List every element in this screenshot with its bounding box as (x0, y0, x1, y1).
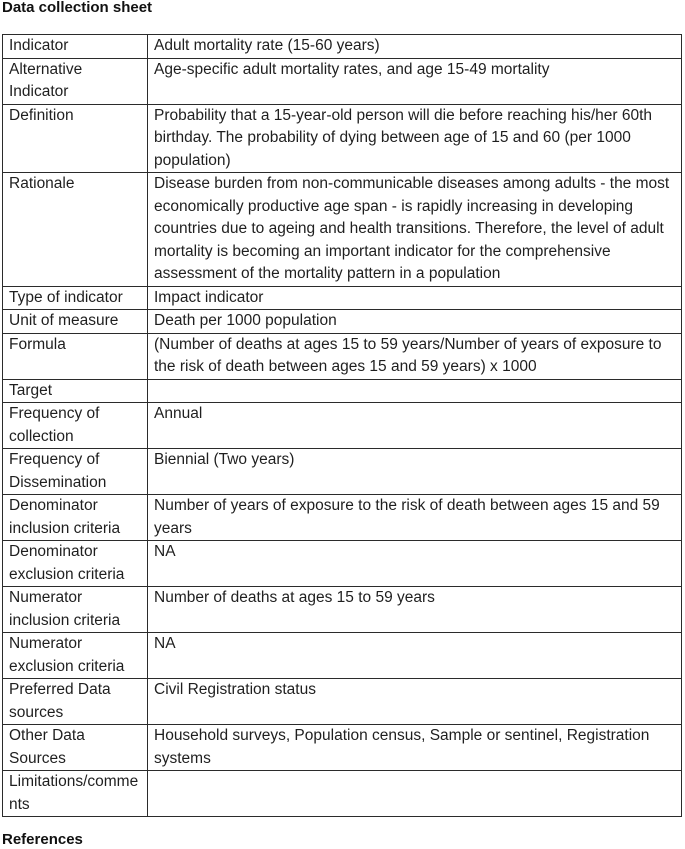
table-row-denominator-inclusion (3, 495, 682, 541)
row-value: Household surveys, Population census, Sample or sentinel, Registration systems (148, 725, 682, 771)
row-label: Numerator inclusion criteria (3, 587, 148, 633)
row-label: Unit of measure (3, 310, 148, 334)
row-value: Probability that a 15-year-old person will die before reaching his/her 60th birthday. The probability of dying between age of 15 and 60 (per 1000 population) (148, 104, 682, 173)
row-label: Target (3, 379, 148, 403)
table-row-alternative-indicator (3, 58, 682, 104)
row-label: Frequency of Dissemination (3, 449, 148, 495)
row-value: Death per 1000 population (148, 310, 682, 334)
table-row-definition (3, 104, 682, 173)
table-row-other-data-sources (3, 725, 682, 771)
row-label: Alternative Indicator (3, 58, 148, 104)
row-label: Denominator exclusion criteria (3, 541, 148, 587)
table-row-preferred-data-sources (3, 679, 682, 725)
row-value: NA (148, 541, 682, 587)
row-label: Other Data Sources (3, 725, 148, 771)
row-value (148, 771, 682, 817)
row-label: Denominator inclusion criteria (3, 495, 148, 541)
table-row-limitations-comments (3, 771, 682, 817)
table-row-numerator-inclusion (3, 587, 682, 633)
table-row-unit-of-measure (3, 310, 682, 334)
row-label: Preferred Data sources (3, 679, 148, 725)
table-row-type-of-indicator (3, 286, 682, 310)
row-label: Type of indicator (3, 286, 148, 310)
row-label: Frequency of collection (3, 403, 148, 449)
data-collection-table (2, 34, 682, 817)
row-value: (Number of deaths at ages 15 to 59 years/Number of years of exposure to the risk of death between ages 15 and 59 years) x 1000 (148, 333, 682, 379)
row-value: Annual (148, 403, 682, 449)
row-value (148, 379, 682, 403)
row-label: Numerator exclusion criteria (3, 633, 148, 679)
table-row-frequency-of-dissemination (3, 449, 682, 495)
table-row-formula (3, 333, 682, 379)
references-heading: References (2, 831, 83, 848)
table-row-frequency-of-collection (3, 403, 682, 449)
row-value: NA (148, 633, 682, 679)
row-label: Indicator (3, 35, 148, 59)
table-row-indicator (3, 35, 682, 59)
row-value: Impact indicator (148, 286, 682, 310)
table-row-rationale (3, 173, 682, 287)
table-row-denominator-exclusion (3, 541, 682, 587)
row-value: Adult mortality rate (15-60 years) (148, 35, 682, 59)
table-row-target (3, 379, 682, 403)
row-label: Limitations/comments (3, 771, 148, 817)
row-value: Civil Registration status (148, 679, 682, 725)
row-label: Rationale (3, 173, 148, 287)
row-label: Formula (3, 333, 148, 379)
row-value: Disease burden from non-communicable diseases among adults - the most economically productive age span - is rapidly increasing in developing countries due to ageing and health transitions. Therefore, the level of adult mortality is becoming an important indicator for the comprehensive assessment of the mortality pattern in a population (148, 173, 682, 287)
row-value: Number of years of exposure to the risk of death between ages 15 and 59 years (148, 495, 682, 541)
table-row-numerator-exclusion (3, 633, 682, 679)
row-label: Definition (3, 104, 148, 173)
row-value: Age-specific adult mortality rates, and age 15-49 mortality (148, 58, 682, 104)
page-title: Data collection sheet (2, 0, 153, 16)
row-value: Number of deaths at ages 15 to 59 years (148, 587, 682, 633)
row-value: Biennial (Two years) (148, 449, 682, 495)
